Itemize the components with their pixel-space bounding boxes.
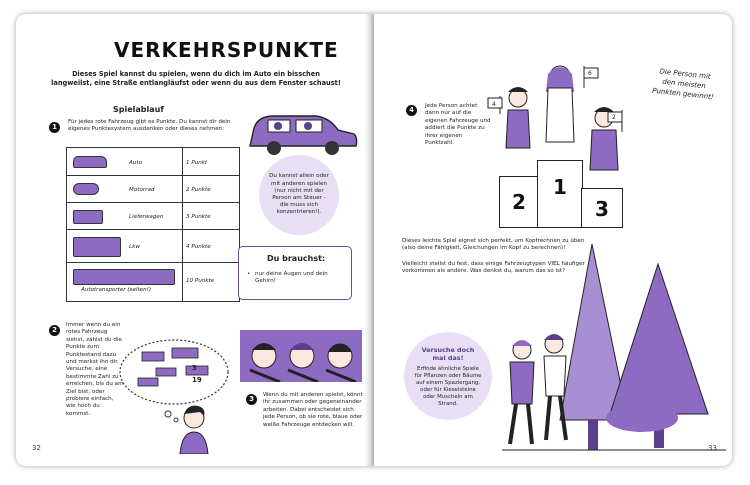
trees-and-kids-illustration [502,244,726,458]
step-2-number: 2 [49,325,60,336]
step-3-text: Wenn du mit anderen spielst, könnt ihr zusammen oder gegeneinander arbeiten. Dabei entscheidet sich jede Person, ob sie rote, blaue oder weiße Fahrzeuge entdecken will. [263,392,363,428]
left-page [16,14,374,466]
page-number-left: 32 [32,444,41,452]
podium-second: 2 [499,176,539,228]
truck-icon [73,237,121,257]
page-number-right: 33 [708,444,717,452]
step-4-text: Jede Person achtet dann nur auf die eigenen Fahrzeuge und addiert die Punkte zu ihrer eigenen Punktzahl. [425,103,491,147]
table-vehicle-3: Lieferwagen [129,214,164,220]
podium-first: 1 [537,160,583,228]
points-table [66,147,240,302]
need-box [238,246,352,300]
kids-in-car-illustration [240,330,362,382]
table-vehicle-5: Autotransporter (selten!) [81,287,152,293]
motorcycle-icon [73,183,99,195]
paragraph-vehicle-types: Vielleicht stellst du fest, dass einige Fahrzeugtypen VIEL häufiger vorkommen als andere. Was denkst du, warum das so ist? [402,261,585,275]
car-illustration [244,106,362,158]
step-1-text: Für jedes rote Fahrzeug gibt es Punkte. Du kannst dir dein eigenes Punktesystem ausdenken oder dieses nehmen: [68,119,231,133]
car-transporter-icon [73,269,175,285]
step-3-number: 3 [246,394,257,405]
boy-illustration [174,402,214,454]
info-bubble-text: Du kannst allein oder mit anderen spielen (nur nicht mit der Person am Steuer - die muss sich konzentrieren!). [269,173,329,216]
table-points-4: 4 Punkte [186,244,211,250]
table-vehicle-1: Auto [129,160,142,166]
table-points-5: 10 Punkte [186,278,215,284]
paragraph-mental-math: Dieses leichte Spiel eignet sich perfekt, um Kopfrechnen zu üben (also deine Fähigkeit, Gleichungen im Kopf zu berechnen)! [402,238,585,252]
try-this-bubble [404,332,492,420]
podium-third: 3 [581,188,623,228]
step-1-number: 1 [49,122,60,133]
need-item: nur deine Augen und dein Gehirn! [255,271,328,285]
winner-note: Die Person mit den meisten Punkten gewinnt! [651,67,715,102]
table-vehicle-2: Motorrad [129,187,155,193]
need-title: Du brauchst: [267,254,326,263]
right-page [374,14,732,466]
thought-number-19: 19 [192,376,202,384]
flag-4: 4 [492,101,496,108]
try-text: Erfinde ähnliche Spiele für Pflanzen oder Bäume auf einem Spaziergang, oder für Kieselsteine oder Muscheln am Strand. [414,366,482,407]
table-points-2: 2 Punkte [186,187,211,193]
info-bubble [259,155,339,235]
table-vehicle-4: Lkw [129,244,140,250]
bullet-icon: • [247,271,251,277]
try-title: Versuche doch mal das! [421,346,475,362]
thought-number-3: 3 [192,364,197,372]
flag-2: 2 [612,114,616,121]
page-title: VERKEHRSPUNKTE [114,38,339,62]
table-points-3: 3 Punkte [186,214,211,220]
step-2-text: Immer wenn du ein rotes Fahrzeug siehst, zählst du die Punkte zum Punktestand dazu und merkst ihn dir. Versuche, eine bestimmte Zahl zu erreichen, bis du am Ziel bist, oder probiere einfach, wie hoch du kommst. [66,322,124,417]
intro-text: Dieses Spiel kannst du spielen, wenn du dich im Auto ein bisschen langweilst, eine Straße entlangläufst oder wenn du aus dem Fenster schaust! [51,70,341,87]
table-points-1: 1 Punkt [186,160,208,166]
section-heading: Spielablauf [113,105,164,114]
car-icon [73,156,107,168]
van-icon [73,210,103,224]
step-4-number: 4 [406,105,417,116]
flag-6: 6 [588,70,592,77]
